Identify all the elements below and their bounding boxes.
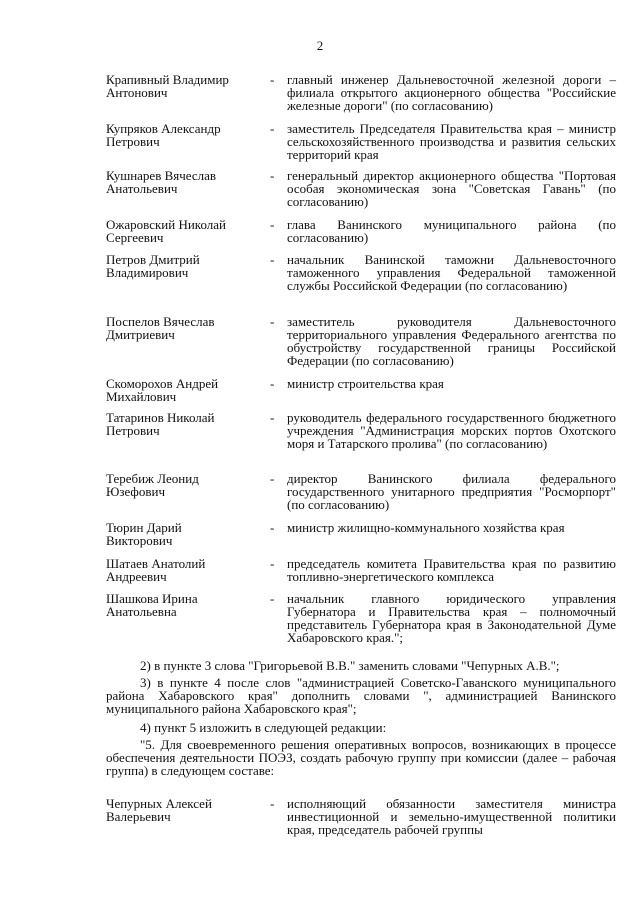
separator-dash: - bbox=[270, 556, 275, 571]
member-name bbox=[106, 411, 256, 437]
member-role: председатель комитета Правительства края по развитию топливно-энергетического комплекса bbox=[287, 556, 616, 584]
separator-dash: - bbox=[270, 471, 275, 486]
member-role: заместитель руководителя Дальневосточного территориального управления Федерального агентства по обустройству государственной границы Российской Федерации (по согласованию) bbox=[287, 314, 616, 368]
member-role: министр строительства края bbox=[287, 376, 444, 391]
member-name bbox=[106, 218, 256, 244]
member-name bbox=[106, 253, 256, 279]
member-role: заместитель Председателя Правительства края – министр сельскохозяйственного производства и развития сельских территорий края bbox=[287, 121, 616, 162]
member-role: начальник Ванинской таможни Дальневосточного таможенного управления Федеральной таможенной службы Российской Федерации (по согласованию) bbox=[287, 252, 616, 293]
member-surname-given: Шатаев Анатолий bbox=[106, 556, 206, 571]
member-role: директор Ванинского филиала федерального государственного унитарного предприятия "Росморпорт" (по согласованию) bbox=[287, 471, 616, 512]
member-patronymic: Андреевич bbox=[106, 569, 167, 584]
member-name bbox=[106, 521, 256, 547]
member-role: руководитель федерального государственного бюджетного учреждения "Администрация морских портов Охотского моря и Татарского пролива" (по согласованию) bbox=[287, 410, 616, 451]
separator-dash: - bbox=[270, 314, 275, 329]
member-surname-given: Чепурных Алексей bbox=[106, 796, 212, 811]
member-role: главный инженер Дальневосточной железной дороги – филиала открытого акционерного общества "Российские железные дороги" (по согласованию) bbox=[287, 72, 616, 113]
member-name bbox=[106, 472, 256, 498]
member-patronymic: Викторович bbox=[106, 533, 173, 548]
member-role: глава Ванинского муниципального района (по согласованию) bbox=[287, 217, 616, 245]
separator-dash: - bbox=[270, 520, 275, 535]
member-role: исполняющий обязанности заместителя министра инвестиционной и земельно-имущественной политики края, председатель рабочей группы bbox=[287, 796, 616, 837]
separator-dash: - bbox=[270, 121, 275, 136]
member-patronymic: Юзефович bbox=[106, 484, 165, 499]
member-surname-given: Шашкова Ирина bbox=[106, 591, 198, 606]
member-surname-given: Поспелов Вячеслав bbox=[106, 314, 215, 329]
separator-dash: - bbox=[270, 591, 275, 606]
member-surname-given: Тюрин Дарий bbox=[106, 520, 182, 535]
member-patronymic: Михайлович bbox=[106, 389, 177, 404]
amendment-paragraph: 4) пункт 5 изложить в следующей редакции: bbox=[140, 720, 387, 735]
member-role: генеральный директор акционерного общества "Портовая особая экономическая зона "Советская Гавань" (по согласованию) bbox=[287, 168, 616, 209]
member-patronymic: Валерьевич bbox=[106, 809, 171, 824]
member-patronymic: Антонович bbox=[106, 85, 168, 100]
member-role: начальник главного юридического управления Губернатора и Правительства края – полномочный представитель Губернатора края в Законодательной Думе Хабаровского края."; bbox=[287, 591, 616, 645]
member-name bbox=[106, 557, 256, 583]
separator-dash: - bbox=[270, 410, 275, 425]
member-name bbox=[106, 169, 256, 195]
amendment-paragraph: "5. Для своевременного решения оперативных вопросов, возникающих в процессе обеспечения деятельности ПОЭЗ, создать рабочую группу при комиссии (далее – рабочая группа) в следующем составе: bbox=[106, 737, 616, 778]
separator-dash: - bbox=[270, 796, 275, 811]
member-patronymic: Сергеевич bbox=[106, 230, 164, 245]
member-name bbox=[106, 592, 256, 618]
member-patronymic: Анатольевна bbox=[106, 604, 177, 619]
member-surname-given: Теребиж Леонид bbox=[106, 471, 199, 486]
member-name bbox=[106, 797, 256, 823]
separator-dash: - bbox=[270, 72, 275, 87]
member-role: министр жилищно-коммунального хозяйства края bbox=[287, 520, 565, 535]
member-name bbox=[106, 122, 256, 148]
separator-dash: - bbox=[270, 252, 275, 267]
member-patronymic: Петрович bbox=[106, 134, 160, 149]
member-surname-given: Крапивный Владимир bbox=[106, 72, 229, 87]
amendment-paragraph: 2) в пункте 3 слова "Григорьевой В.В." заменить словами "Чепурных А.В."; bbox=[140, 658, 560, 673]
member-patronymic: Дмитриевич bbox=[106, 327, 175, 342]
member-surname-given: Татаринов Николай bbox=[106, 410, 215, 425]
member-patronymic: Анатольевич bbox=[106, 181, 178, 196]
member-patronymic: Владимирович bbox=[106, 265, 189, 280]
separator-dash: - bbox=[270, 376, 275, 391]
member-name bbox=[106, 73, 256, 99]
member-name bbox=[106, 315, 256, 341]
member-surname-given: Купряков Александр bbox=[106, 121, 221, 136]
member-patronymic: Петрович bbox=[106, 423, 160, 438]
member-surname-given: Кушнарев Вячеслав bbox=[106, 168, 217, 183]
member-name bbox=[106, 377, 256, 403]
member-surname-given: Петров Дмитрий bbox=[106, 252, 200, 267]
member-surname-given: Скоморохов Андрей bbox=[106, 376, 219, 391]
separator-dash: - bbox=[270, 217, 275, 232]
separator-dash: - bbox=[270, 168, 275, 183]
member-surname-given: Ожаровский Николай bbox=[106, 217, 226, 232]
amendment-paragraph: 3) в пункте 4 после слов "администрацией Советско-Гаванского муниципального района Хабаровского края" дополнить словами ", администрацией Ванинского муниципального района Хабаровского края"; bbox=[106, 675, 616, 716]
page-number: 2 bbox=[316, 38, 324, 53]
